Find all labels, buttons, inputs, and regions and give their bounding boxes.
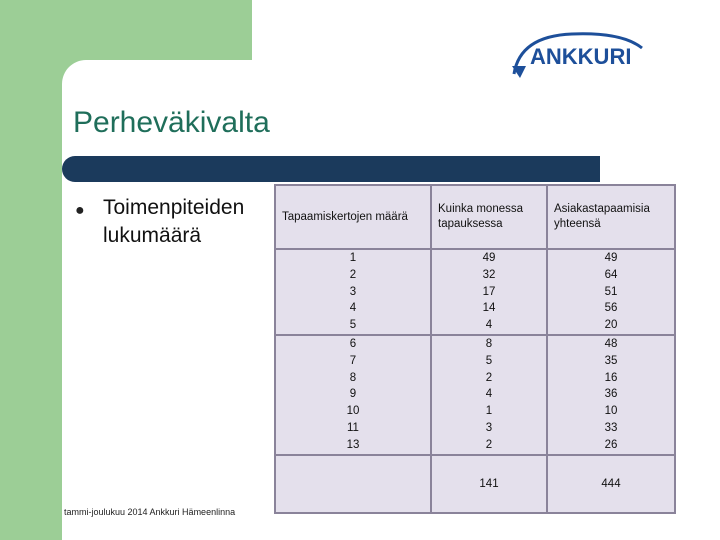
table-cell: 9 [349,388,357,401]
table-group-row [275,249,675,335]
table-header-row [275,185,675,249]
table-cell: 16 [604,371,618,384]
total-case-count: 141 [431,455,547,513]
table-cell: 20 [604,319,618,332]
table-cell: 35 [604,354,618,367]
table-cell: 2 [485,438,493,451]
table-cell: 5 [349,319,357,332]
table-cell: 1 [485,405,493,418]
header-total-visits: Asiakastapaamisia yhteensä [547,185,675,249]
table-cell: 48 [604,337,618,350]
table-cell: 10 [346,405,360,418]
table-cell: 4 [485,388,493,401]
total-col1 [275,455,431,513]
bullet-icon: ● [75,202,85,219]
table-cell: 8 [349,371,357,384]
bullet-line-2: lukumäärä [103,224,202,247]
table-cell: 32 [482,268,496,281]
table-cell: 2 [485,371,493,384]
group1-col3 [547,249,675,335]
logo-text: ANKKURI [530,44,632,69]
bullet-text [103,194,273,250]
group1-col1 [275,249,431,335]
table-cell: 11 [347,421,359,434]
group1-col2 [431,249,547,335]
header-visit-count: Tapaamiskertojen määrä [275,185,431,249]
table-group-row [275,335,675,455]
table-cell: 13 [346,438,360,451]
table-cell: 56 [604,302,618,315]
table-cell: 8 [485,337,493,350]
table-cell: 3 [349,285,357,298]
group2-col2 [431,335,547,455]
table-cell: 7 [349,354,357,367]
table-cell: 49 [604,252,618,264]
total-visits: 444 [547,455,675,513]
statistics-table [274,184,676,514]
table-cell: 33 [604,421,618,434]
table-cell: 2 [349,268,357,281]
header-case-count: Kuinka monessa tapauksessa [431,185,547,249]
table-cell: 36 [604,388,618,401]
table-cell: 5 [485,354,493,367]
table-cell: 4 [485,319,493,332]
table-cell: 17 [482,285,496,298]
group2-col3 [547,335,675,455]
table-cell: 4 [349,302,357,315]
table-cell: 26 [604,438,618,451]
table-cell: 6 [349,337,357,350]
table-cell: 10 [604,405,618,418]
table-cell: 14 [482,302,496,315]
bullet-line-1: Toimenpiteiden [103,196,245,219]
group2-col1 [275,335,431,455]
title-divider-bar [62,156,600,182]
table-cell: 64 [604,268,618,281]
footer-text: tammi-joulukuu 2014 Ankkuri Hämeenlinna [64,507,236,517]
ankkuri-logo [510,28,650,88]
table-total-row [275,455,675,513]
table-cell: 1 [349,252,357,264]
table-cell: 51 [604,285,618,298]
table-cell: 3 [485,421,493,434]
slide-title: Perheväkivalta [73,106,270,139]
table-cell: 49 [482,252,496,264]
